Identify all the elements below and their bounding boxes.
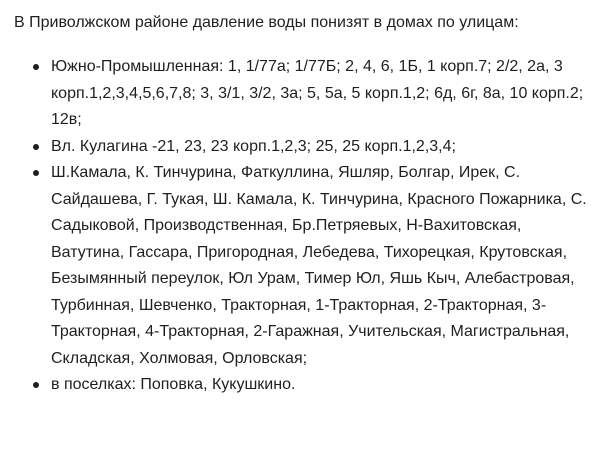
bullet-icon [33,382,39,388]
bullet-icon [33,64,39,70]
list-item-text: Вл. Кулагина -21, 23, 23 корп.1,2,3; 25, 25 корп.1,2,3,4; [51,137,456,155]
list-item-text: Ш.Камала, К. Тинчурина, Фаткуллина, Яшляр, Болгар, Ирек, С. Сайдашева, Г. Тукая, Ш. Камала, К. Тинчурина, Красного Пожарника, С. Садыковой, Производственная, Бр.Петряевых, Н-Вахитовская, Ватутина, Гассара, Пригородная, Лебедева, Тихорецкая, Крутовская, Безымянный переулок, Юл Урам, Тимер Юл, Яшь Кыч, Алебастровая, Турбинная, Шевченко, Тракторная, 1-Тракторная, 2-Тракторная, 3- Тракторная, 4-Тракторная, 2-Гаражная, Учительская, Магистральная, Складская, Холмовая, Орловская; [51,164,587,367]
street-list [14,54,599,399]
list-item-kulagina [14,134,599,161]
list-item-yuzhno-promyshlennaya [14,54,599,134]
intro-paragraph: В Приволжском районе давление воды понизят в домах по улицам: [14,14,519,31]
list-item-settlements [14,372,599,399]
bullet-icon [33,170,39,176]
list-item-streets [14,160,599,372]
list-item-text: в поселках: Поповка, Кукушкино. [51,376,296,393]
list-item-text: Южно-Промышленная: 1, 1/77а; 1/77Б; 2, 4, 6, 1Б, 1 корп.7; 2/2, 2а, 3 корп.1,2,3,4,5,6,7,8; 3, 3/1, 3/2, 3а; 5, 5а, 5 корп.1,2; 6д, 6г, 8а, 10 корп.2; 12в; [51,58,584,128]
bullet-icon [33,144,39,150]
